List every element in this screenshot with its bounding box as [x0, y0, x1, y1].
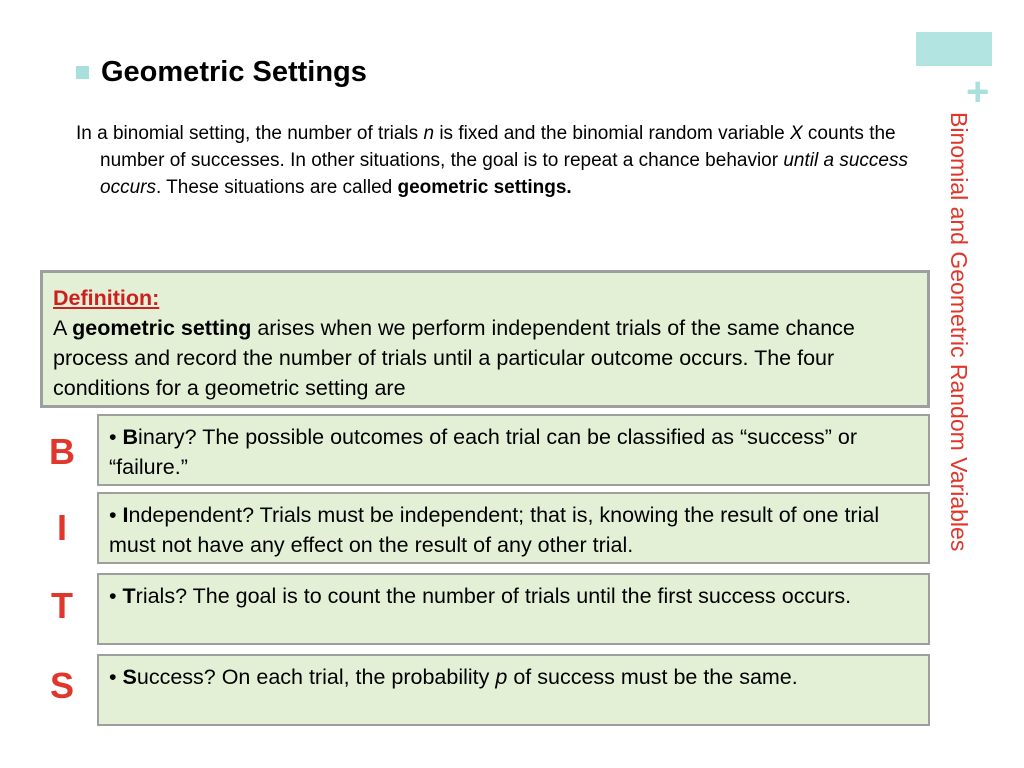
condition-text: uccess? On each trial, the probability — [136, 665, 496, 689]
intro-paragraph — [76, 120, 926, 201]
condition-letter: B — [49, 431, 75, 472]
intro-text: is fixed and the binomial random variable — [434, 123, 790, 144]
condition-box — [97, 573, 930, 645]
condition-box — [97, 492, 930, 564]
condition-text: of success must be the same. — [507, 665, 798, 689]
condition-box — [97, 654, 930, 726]
condition-text: rials? The goal is to count the number of trials until the first success occurs. — [135, 584, 852, 608]
condition-initial: B — [122, 425, 139, 449]
intro-x: X — [789, 123, 803, 144]
condition-box — [97, 414, 930, 486]
intro-until: until a success occurs — [100, 150, 908, 198]
plus-icon: + — [966, 70, 990, 114]
definition-box — [40, 270, 930, 408]
intro-bold: geometric settings. — [397, 177, 572, 198]
side-title: Binomial and Geometric Random Variables — [946, 112, 972, 552]
heading-text: Geometric Settings — [101, 56, 367, 88]
definition-term: geometric setting — [72, 316, 252, 340]
condition-italic: p — [495, 665, 508, 689]
intro-text: In a binomial setting, the number of trials — [76, 123, 424, 144]
condition-bullet: • — [109, 584, 123, 608]
condition-bullet: • — [109, 425, 123, 449]
square-bullet-icon — [76, 66, 89, 79]
intro-n: n — [423, 123, 435, 144]
slide-heading — [76, 54, 367, 90]
intro-text: counts the number of successes. In other situations, the goal is to repeat a chance behavior — [100, 123, 896, 171]
condition-bullet: • — [109, 503, 123, 527]
condition-letter: T — [51, 585, 73, 626]
condition-text: inary? The possible outcomes of each trial can be classified as “success” or “failure.” — [109, 425, 858, 479]
condition-letter: S — [49, 665, 74, 706]
definition-a: A — [53, 316, 73, 340]
condition-text: ndependent? Trials must be independent; that is, knowing the result of one trial must not have any effect on the result of any other trial. — [109, 503, 880, 557]
definition-heading: Definition: — [53, 286, 160, 310]
accent-rectangle — [916, 32, 992, 66]
definition-text — [53, 313, 917, 403]
condition-bullet: • — [109, 665, 123, 689]
condition-initial: I — [122, 503, 129, 527]
condition-letter: I — [56, 507, 67, 548]
condition-initial: S — [122, 665, 137, 689]
definition-rest: arises when we perform independent trials of the same chance process and record the number of trials until a particular outcome occurs. The four conditions for a geometric setting are — [53, 316, 855, 400]
condition-initial: T — [122, 584, 136, 608]
intro-text: . These situations are called — [155, 177, 398, 198]
